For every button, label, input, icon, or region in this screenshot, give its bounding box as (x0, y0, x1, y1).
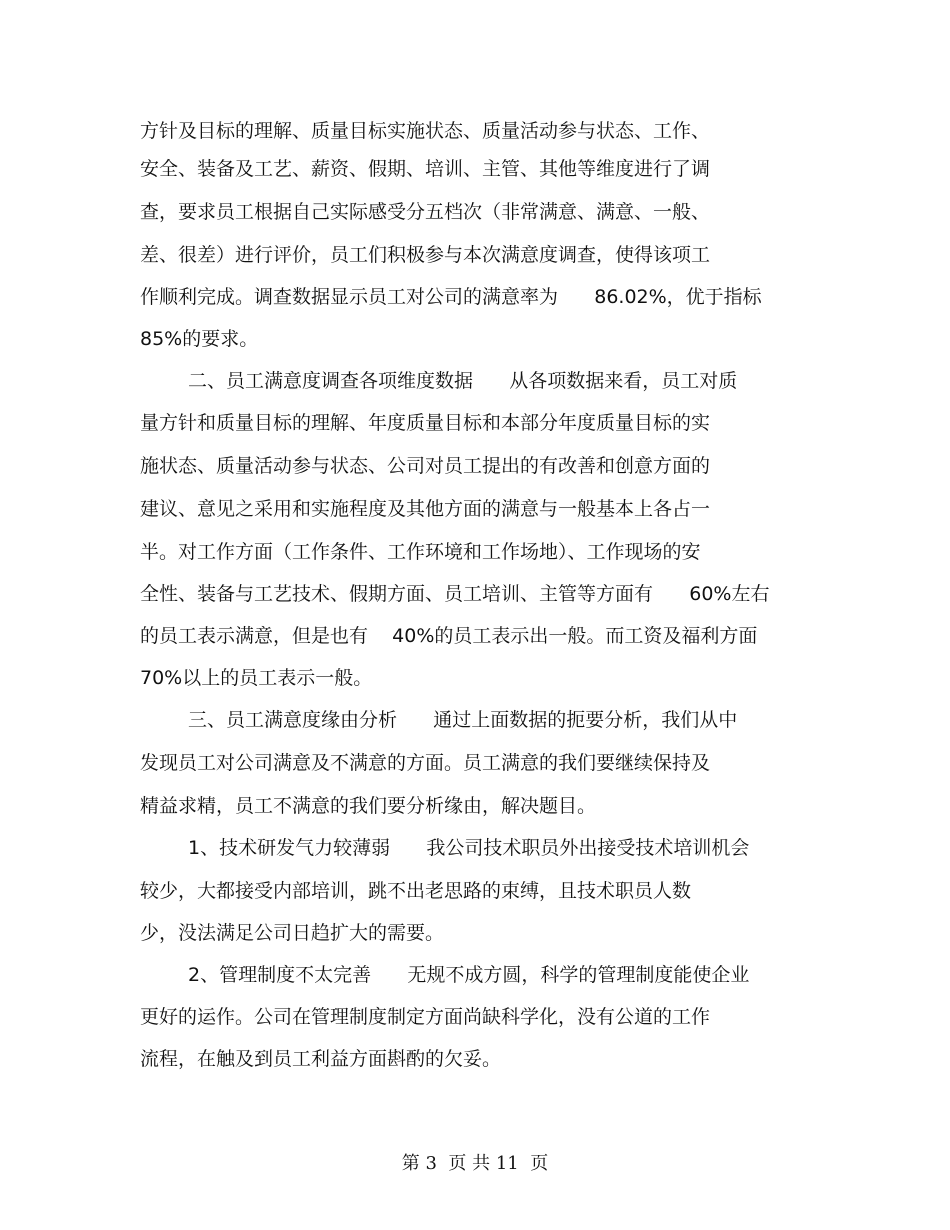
page-number-footer: 第 3 页 共 11 页 (401, 1153, 549, 1174)
paragraph-line: 流程，在触及到员工利益方面斟酌的欠妥。 (140, 1048, 502, 1070)
paragraph-line: 少，没法满足公司日趋扩大的需要。 (140, 922, 445, 944)
paragraph-line: 的员工表示满意，但是也有 40%的员工表示出一般。而工资及福利方面 (140, 625, 758, 647)
section-heading-2: 二、员工满意度调查各项维度数据 从各项数据来看，员工对质 (188, 370, 738, 392)
paragraph-line: 作顺利完成。调查数据显示员工对公司的满意率为 86.02%，优于指标 (140, 286, 762, 308)
paragraph-line: 方针及目标的理解、质量目标实施状态、质量活动参与状态、工作、 (140, 120, 711, 142)
subsection-heading-2: 2、管理制度不太完善 无规不成方圆，科学的管理制度能使企业 (188, 964, 750, 986)
section-heading-3: 三、员工满意度缘由分析 通过上面数据的扼要分析，我们从中 (188, 709, 738, 731)
paragraph-line: 精益求精，员工不满意的我们要分析缘由，解决题目。 (140, 795, 597, 817)
subsection-heading-1: 1、技术研发气力较薄弱 我公司技术职员外出接受技术培训机会 (188, 837, 750, 859)
paragraph-line: 较少，大都接受内部培训，跳不出老思路的束缚，且技术职员人数 (140, 880, 692, 902)
paragraph-line: 差、很差）进行评价，员工们积极参与本次满意度调查，使得该项工 (140, 244, 711, 266)
paragraph-line: 85%的要求。 (140, 328, 259, 350)
paragraph-line: 半。对工作方面（工作条件、工作环境和工作场地）、工作现场的安 (140, 541, 701, 563)
paragraph-line: 更好的运作。公司在管理制度制定方面尚缺科学化，没有公道的工作 (140, 1006, 711, 1028)
paragraph-line: 建议、意见之采用和实施程度及其他方面的满意与一般基本上各占一 (140, 498, 711, 520)
paragraph-line: 量方针和质量目标的理解、年度质量目标和本部分年度质量目标的实 (140, 412, 711, 434)
paragraph-line: 施状态、质量活动参与状态、公司对员工提出的有改善和创意方面的 (140, 455, 711, 477)
paragraph-line: 发现员工对公司满意及不满意的方面。员工满意的我们要继续保持及 (140, 752, 711, 774)
paragraph-line: 全性、装备与工艺技术、假期方面、员工培训、主管等方面有 60%左右 (140, 583, 770, 605)
paragraph-line: 70%以上的员工表示一般。 (140, 667, 373, 689)
paragraph-line: 查，要求员工根据自己实际感受分五档次（非常满意、满意、一般、 (140, 201, 711, 223)
paragraph-line: 安全、装备及工艺、薪资、假期、培训、主管、其他等维度进行了调 (140, 158, 711, 180)
